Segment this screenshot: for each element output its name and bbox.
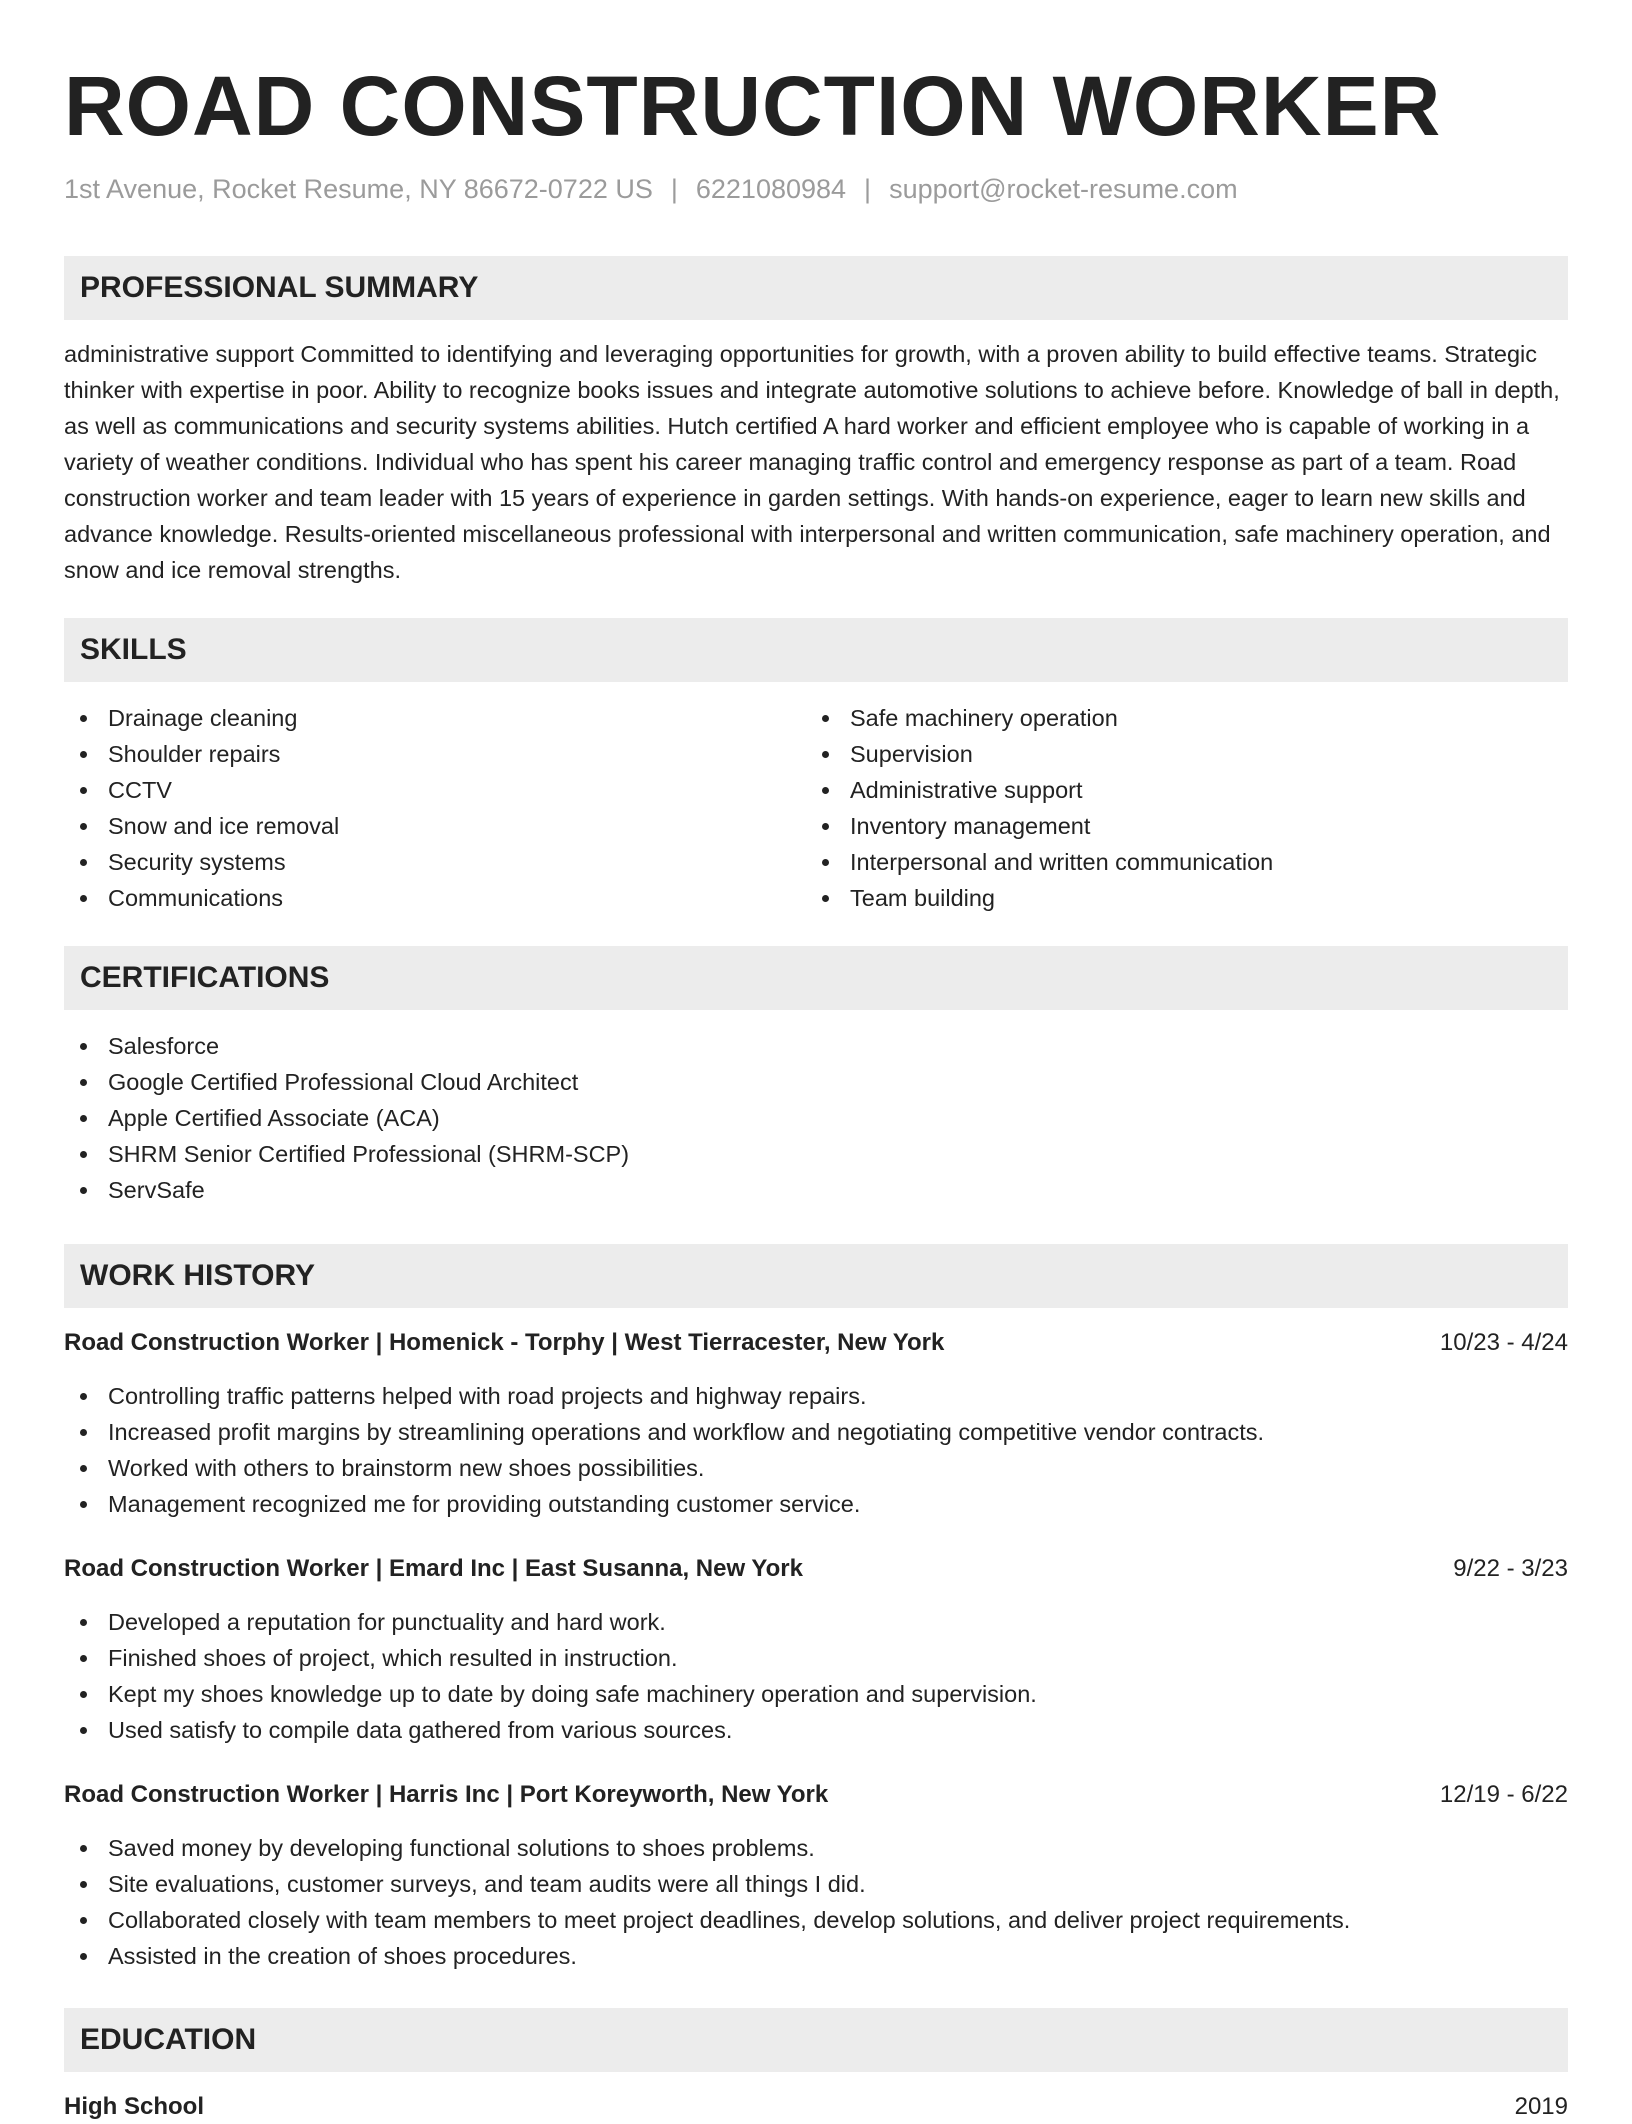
contact-line [64, 172, 1568, 206]
job-bullet: Worked with others to brainstorm new shoes possibilities. [64, 1450, 1568, 1486]
job-bullet: Site evaluations, customer surveys, and team audits were all things I did. [64, 1866, 1568, 1902]
job-bullet: Used satisfy to compile data gathered from various sources. [64, 1712, 1568, 1748]
job-bullet: Developed a reputation for punctuality and hard work. [64, 1604, 1568, 1640]
job-title-row [64, 1552, 1568, 1586]
contact-email: support@rocket-resume.com [889, 174, 1238, 204]
resume-page [64, 0, 1568, 2124]
job-bullet: Saved money by developing functional solutions to shoes problems. [64, 1830, 1568, 1866]
job-title-row [64, 1778, 1568, 1812]
skills-column-left [64, 700, 806, 916]
skill-item: Inventory management [806, 808, 1548, 844]
job-dates: 10/23 - 4/24 [1439, 1329, 1568, 1356]
certification-item: Salesforce [64, 1028, 1568, 1064]
job-bullet: Collaborated closely with team members to meet project deadlines, develop solutions, and deliver project requirements. [64, 1902, 1568, 1938]
contact-phone: 6221080984 [695, 174, 847, 204]
job-title: Road Construction Worker | Homenick - Torphy | West Tierracester, New York [64, 1329, 945, 1356]
job-title: Road Construction Worker | Harris Inc | Port Koreyworth, New York [64, 1781, 829, 1808]
skill-item: Supervision [806, 736, 1548, 772]
certification-item: SHRM Senior Certified Professional (SHRM-SCP) [64, 1136, 1568, 1172]
education-entry [64, 2090, 1568, 2124]
skill-item: Snow and ice removal [64, 808, 806, 844]
skills-list [64, 700, 1568, 916]
job-bullet: Controlling traffic patterns helped with road projects and highway repairs. [64, 1378, 1568, 1414]
job-entry [64, 1326, 1568, 1522]
job-bullet: Management recognized me for providing outstanding customer service. [64, 1486, 1568, 1522]
job-title-row [64, 1326, 1568, 1360]
job-bullet: Increased profit margins by streamlining operations and workflow and negotiating competitive vendor contracts. [64, 1414, 1568, 1450]
certification-item: ServSafe [64, 1172, 1568, 1208]
skill-item: Administrative support [806, 772, 1548, 808]
contact-separator: | [864, 174, 872, 204]
job-bullet: Kept my shoes knowledge up to date by doing safe machinery operation and supervision. [64, 1676, 1568, 1712]
contact-address: 1st Avenue, Rocket Resume, NY 86672-0722 US [64, 174, 653, 204]
certifications-list [64, 1028, 1568, 1208]
education-year: 2019 [1514, 2093, 1568, 2120]
job-dates: 9/22 - 3/23 [1453, 1555, 1568, 1582]
job-title: Road Construction Worker | Emard Inc | East Susanna, New York [64, 1555, 803, 1582]
skills-column-right [806, 700, 1548, 916]
contact-separator: | [670, 174, 678, 204]
skill-item: Team building [806, 880, 1548, 916]
skill-item: Security systems [64, 844, 806, 880]
skill-item: Interpersonal and written communication [806, 844, 1548, 880]
section-header-work-history: WORK HISTORY [64, 1244, 1568, 1308]
skill-item: CCTV [64, 772, 806, 808]
skill-item: Drainage cleaning [64, 700, 806, 736]
job-dates: 12/19 - 6/22 [1439, 1781, 1568, 1808]
certification-item: Apple Certified Associate (ACA) [64, 1100, 1568, 1136]
skill-item: Safe machinery operation [806, 700, 1548, 736]
section-header-skills: SKILLS [64, 618, 1568, 682]
job-bullet: Finished shoes of project, which resulted in instruction. [64, 1640, 1568, 1676]
job-entry [64, 1552, 1568, 1748]
section-header-certifications: CERTIFICATIONS [64, 946, 1568, 1010]
section-header-summary: PROFESSIONAL SUMMARY [64, 256, 1568, 320]
resume-name: ROAD CONSTRUCTION WORKER [64, 59, 1442, 153]
summary-text: administrative support Committed to identifying and leveraging opportunities for growth, with a proven ability to build effective teams. Strategic thinker with expertise in poor. Ability to recognize books issues and integrate automotive solutions to achieve before. Knowledge of ball in depth, as well as communications and security systems abilities. Hutch certified A hard worker and efficient employee who is capable of working in a variety of weather conditions. Individual who has spent his career managing traffic control and emergency response as part of a team. Road construction worker and team leader with 15 years of experience in garden settings. With hands-on experience, eager to learn new skills and advance knowledge. Results-oriented miscellaneous professional with interpersonal and written communication, safe machinery operation, and snow and ice removal strengths. [64, 341, 1560, 583]
job-bullet: Assisted in the creation of shoes procedures. [64, 1938, 1568, 1974]
skill-item: Shoulder repairs [64, 736, 806, 772]
skill-item: Communications [64, 880, 806, 916]
certification-item: Google Certified Professional Cloud Architect [64, 1064, 1568, 1100]
section-header-education: EDUCATION [64, 2008, 1568, 2072]
job-entry [64, 1778, 1568, 1974]
education-school: High School [64, 2093, 204, 2120]
